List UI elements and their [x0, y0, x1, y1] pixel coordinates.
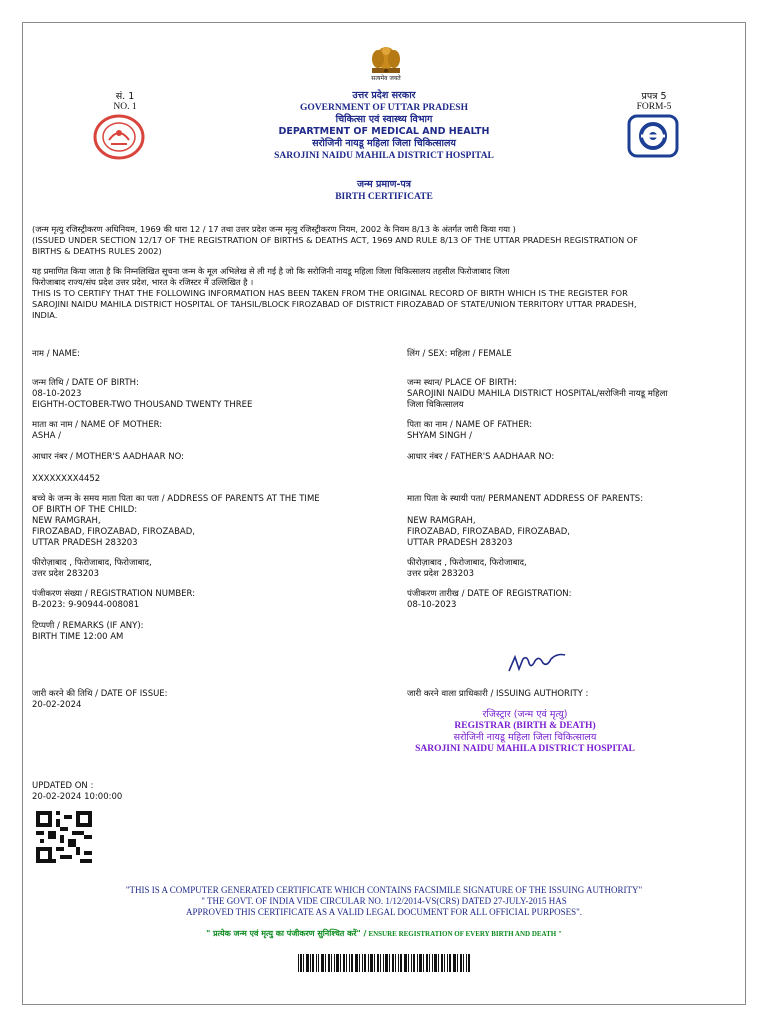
- cert-title-hindi: जन्म प्रमाण-पत्र: [356, 179, 412, 190]
- address-at-birth-line-3: UTTAR PRADESH 283203: [32, 538, 138, 548]
- certify-en-1: THIS IS TO CERTIFY THAT THE FOLLOWING INFORMATION HAS BEEN TAKEN FROM THE ORIGINAL RECORD OF BIRTH WHICH IS THE REGISTER FOR: [32, 288, 628, 298]
- footer-line-2: " THE GOVT. OF INDIA VIDE CIRCULAR NO. 1/12/2014-VS(CRS) DATED 27-JULY-2015 HAS: [201, 896, 567, 906]
- place-of-birth-value-1: SAROJINI NAIDU MAHILA DISTRICT HOSPITAL/सरोजिनी नायडू महिला: [407, 389, 668, 399]
- registration-number-label: पंजीकरण संख्या / REGISTRATION NUMBER:: [32, 589, 196, 599]
- ashoka-lion-icon: [366, 42, 406, 76]
- father-aadhaar-label: आधार नंबर / FATHER'S AADHAAR NO:: [407, 452, 555, 462]
- authority-hospital-en: SAROJINI NAIDU MAHILA DISTRICT HOSPITAL: [415, 743, 635, 754]
- issue-date-label: जारी करने की तिथि / DATE OF ISSUE:: [32, 689, 168, 699]
- gov-title-hindi: उत्तर प्रदेश सरकार: [352, 90, 416, 101]
- updated-on-value: 20-02-2024 10:00:00: [32, 792, 123, 802]
- permanent-address-label: माता पिता के स्थायी पता/ PERMANENT ADDRESS OF PARENTS:: [407, 494, 644, 504]
- issue-date-value: 20-02-2024: [32, 700, 82, 710]
- registration-number-value: B-2023: 9-90944-008081: [32, 600, 140, 610]
- certify-hindi-2: फिरोजाबाद राज्य/संघ प्रदेश उत्तर प्रदेश, भारत के रजिस्टर में उल्लिखित है ।: [32, 277, 254, 287]
- permanent-address-hindi-1: फीरोज़ाबाद , फिरोजाबाद, फिरोजाबाद,: [407, 558, 527, 568]
- dept-title-hindi: चिकित्सा एवं स्वास्थ्य विभाग: [335, 114, 433, 125]
- mother-name-label: माता का नाम / NAME OF MOTHER:: [32, 420, 163, 430]
- issued-under-hindi: (जन्म मृत्यु रजिस्ट्रीकरण अधिनियम, 1969 की धारा 12 / 17 तथा उत्तर प्रदेश जन्म मृत्यु रजिस्ट्रीकरण नियम, 2002 के नियम 8/13 के अंतर्गत जारी किया गया ): [32, 224, 516, 234]
- certify-en-3: INDIA.: [32, 310, 58, 320]
- mother-aadhaar-value: XXXXXXXX4452: [32, 474, 101, 484]
- registration-date-label: पंजीकरण तारीख / DATE OF REGISTRATION:: [407, 589, 572, 599]
- father-name-label: पिता का नाम / NAME OF FATHER:: [407, 420, 533, 430]
- slogan-en: ENSURE REGISTRATION OF EVERY BIRTH AND DEATH ": [368, 930, 562, 938]
- address-at-birth-hindi-1: फीरोज़ाबाद , फिरोजाबाद, फिरोजाबाद,: [32, 558, 152, 568]
- authority-signature: [505, 645, 575, 675]
- certify-en-2: SAROJINI NAIDU MAHILA DISTRICT HOSPITAL OF TAHSIL/BLOCK FIROZABAD OF DISTRICT FIROZABAD OF STATE/UNION TERRITORY UTTAR PRADESH,: [32, 299, 637, 309]
- registrar-hindi: रजिस्ट्रार (जन्म एवं मृत्यु): [482, 709, 568, 720]
- qr-code: [36, 811, 92, 863]
- registrar-en: REGISTRAR (BIRTH & DEATH): [454, 720, 596, 731]
- address-at-birth-line-1: NEW RAMGRAH,: [32, 516, 101, 526]
- dept-title-en: DEPARTMENT OF MEDICAL AND HEALTH: [278, 126, 490, 137]
- updated-on-label: UPDATED ON :: [32, 781, 94, 791]
- hospital-title-en: SAROJINI NAIDU MAHILA DISTRICT HOSPITAL: [274, 151, 494, 161]
- signature-icon: [505, 645, 575, 675]
- registration-date-value: 08-10-2023: [407, 600, 457, 610]
- authority-hospital-hindi: सरोजिनी नायडू महिला जिला चिकित्सालय: [453, 732, 597, 743]
- emblem-motto: सत्यमेव जयते: [371, 75, 401, 82]
- up-government-seal: [93, 114, 145, 160]
- issuing-authority-label: जारी करने वाला प्राधिकारी / ISSUING AUTHORITY :: [407, 689, 589, 699]
- slogan-hindi: " प्रत्येक जन्म एवं मृत्यु का पंजीकरण सुनिश्चित करें" /: [206, 929, 367, 938]
- mother-name-value: ASHA /: [32, 431, 61, 441]
- dob-label: जन्म तिथि / DATE OF BIRTH:: [32, 378, 139, 388]
- crs-logo: [627, 114, 679, 158]
- hospital-title-hindi: सरोजिनी नायडू महिला जिला चिकित्सालय: [312, 138, 456, 149]
- address-at-birth-line-2: FIROZABAD, FIROZABAD, FIROZABAD,: [32, 527, 195, 537]
- number-en: NO. 1: [113, 102, 137, 112]
- permanent-address-line-3: UTTAR PRADESH 283203: [407, 538, 513, 548]
- sex-value: महिला / FEMALE: [450, 349, 512, 359]
- remarks-value: BIRTH TIME 12:00 AM: [32, 632, 124, 642]
- permanent-address-line-2: FIROZABAD, FIROZABAD, FIROZABAD,: [407, 527, 570, 537]
- gov-title-en: GOVERNMENT OF UTTAR PRADESH: [300, 103, 468, 113]
- registration-logo-icon: [627, 114, 679, 158]
- place-of-birth-label: जन्म स्थान/ PLACE OF BIRTH:: [407, 378, 517, 388]
- address-at-birth-label-2: OF BIRTH OF THE CHILD:: [32, 505, 138, 515]
- permanent-address-line-1: NEW RAMGRAH,: [407, 516, 476, 526]
- sex-label: लिंग / SEX:: [407, 349, 451, 359]
- form-hindi: प्रपत्र 5: [641, 91, 667, 102]
- address-at-birth-label-1: बच्चे के जन्म के समय माता पिता का पता / ADDRESS OF PARENTS AT THE TIME: [32, 494, 320, 504]
- cert-title-en: BIRTH CERTIFICATE: [335, 192, 433, 202]
- barcode: [298, 954, 470, 972]
- remarks-label: टिप्पणी / REMARKS (IF ANY):: [32, 621, 144, 631]
- certify-hindi-1: यह प्रमाणित किया जाता है कि निम्नलिखित सूचना जन्म के मूल अभिलेख से ली गई है जो कि सरोजिनी नायडू महिला जिला चिकित्सालय तहसील फिरोजाबाद जिला: [32, 266, 510, 276]
- seal-icon: [93, 114, 145, 160]
- number-hindi: सं. 1: [115, 91, 135, 102]
- issued-under-en-2: BIRTHS & DEATHS RULES 2002): [32, 246, 162, 256]
- name-label: नाम / NAME:: [32, 349, 81, 359]
- form-en: FORM-5: [636, 102, 672, 112]
- footer-line-1: "THIS IS A COMPUTER GENERATED CERTIFICATE WHICH CONTAINS FACSIMILE SIGNATURE OF THE ISSUING AUTHORITY": [125, 885, 643, 895]
- dob-words: EIGHTH-OCTOBER-TWO THOUSAND TWENTY THREE: [32, 400, 253, 410]
- footer-line-3: APPROVED THIS CERTIFICATE AS A VALID LEGAL DOCUMENT FOR ALL OFFICIAL PURPOSES".: [185, 907, 583, 917]
- mother-aadhaar-label: आधार नंबर / MOTHER'S AADHAAR NO:: [32, 452, 184, 462]
- address-at-birth-hindi-2: उत्तर प्रदेश 283203: [32, 569, 99, 579]
- permanent-address-hindi-2: उत्तर प्रदेश 283203: [407, 569, 474, 579]
- place-of-birth-value-2: जिला चिकित्सालय: [407, 400, 464, 410]
- issued-under-en-1: (ISSUED UNDER SECTION 12/17 OF THE REGISTRATION OF BIRTHS & DEATHS ACT, 1969 AND RULE 8/13 OF THE UTTAR PRADESH REGISTRATION OF: [32, 235, 638, 245]
- dob-value: 08-10-2023: [32, 389, 82, 399]
- father-name-value: SHYAM SINGH /: [407, 431, 472, 441]
